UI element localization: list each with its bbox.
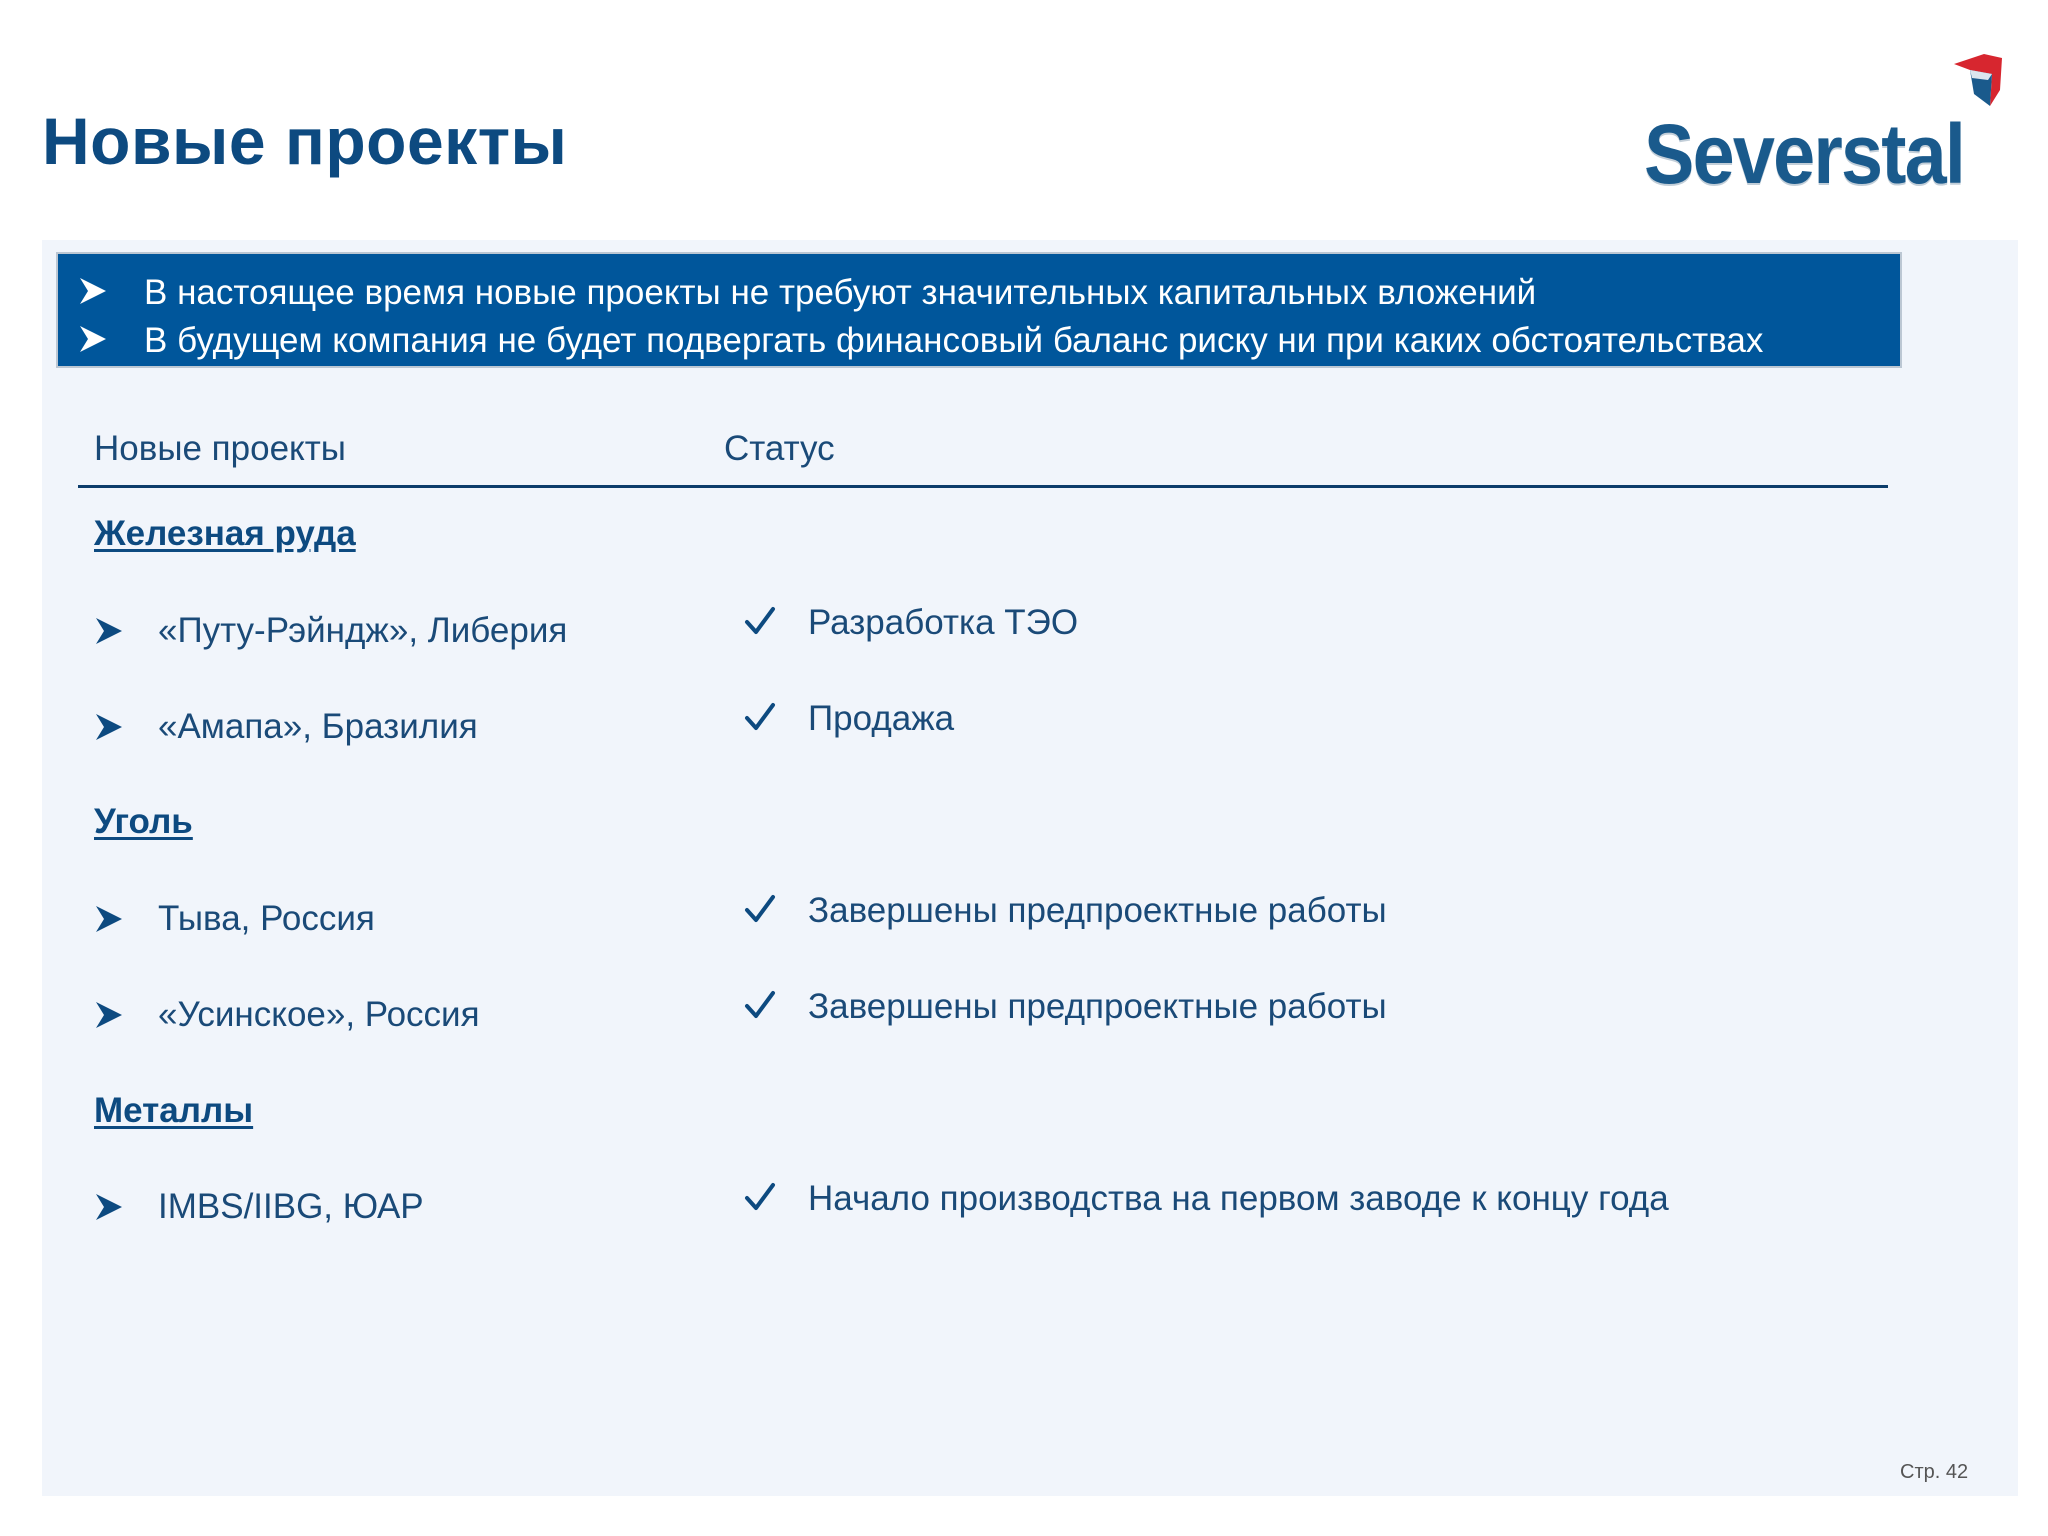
severstal-logo xyxy=(1640,50,2020,200)
project-name: «Путу-Рэйндж», Либерия xyxy=(158,611,568,650)
check-icon xyxy=(744,1182,776,1212)
status-text: Продажа xyxy=(808,699,955,738)
status-text: Завершены предпроектные работы xyxy=(808,891,1387,930)
category-iron-ore: Железная руда xyxy=(94,514,356,553)
status-text: Начало производства на первом заводе к концу года xyxy=(808,1179,1669,1218)
column-header-status: Статус xyxy=(724,429,835,468)
banner-line xyxy=(58,268,1900,316)
banner-text: В будущем компания не будет подвергать финансовый баланс риску ни при каких обстоятельствах xyxy=(144,321,1764,360)
key-message-banner xyxy=(56,252,1902,368)
arrow-bullet-icon xyxy=(94,904,124,934)
check-icon xyxy=(744,702,776,732)
arrow-bullet-icon xyxy=(78,324,108,354)
banner-line xyxy=(58,316,1900,364)
check-icon xyxy=(744,894,776,924)
category-metals: Металлы xyxy=(94,1091,254,1130)
arrow-bullet-icon xyxy=(94,712,124,742)
logo-mark-icon xyxy=(1940,50,2010,110)
category-coal: Уголь xyxy=(94,802,193,841)
arrow-bullet-icon xyxy=(94,1000,124,1030)
check-icon xyxy=(744,990,776,1020)
banner-text: В настоящее время новые проекты не требуют значительных капитальных вложений xyxy=(144,273,1537,312)
arrow-bullet-icon xyxy=(94,1192,124,1222)
page-title: Новые проекты xyxy=(42,104,568,178)
project-name: IMBS/IIBG, ЮАР xyxy=(158,1187,424,1226)
project-name: «Усинское», Россия xyxy=(158,995,480,1034)
arrow-bullet-icon xyxy=(78,276,108,306)
project-name: «Амапа», Бразилия xyxy=(158,707,478,746)
status-text: Разработка ТЭО xyxy=(808,603,1079,642)
project-name: Тыва, Россия xyxy=(158,899,375,938)
column-header-projects: Новые проекты xyxy=(94,429,346,468)
check-icon xyxy=(744,606,776,636)
status-text: Завершены предпроектные работы xyxy=(808,987,1387,1026)
logo-text: Severstal xyxy=(1644,107,1965,201)
arrow-bullet-icon xyxy=(94,616,124,646)
header-divider xyxy=(78,485,1888,488)
page-number: Стр. 42 xyxy=(1900,1461,1969,1483)
